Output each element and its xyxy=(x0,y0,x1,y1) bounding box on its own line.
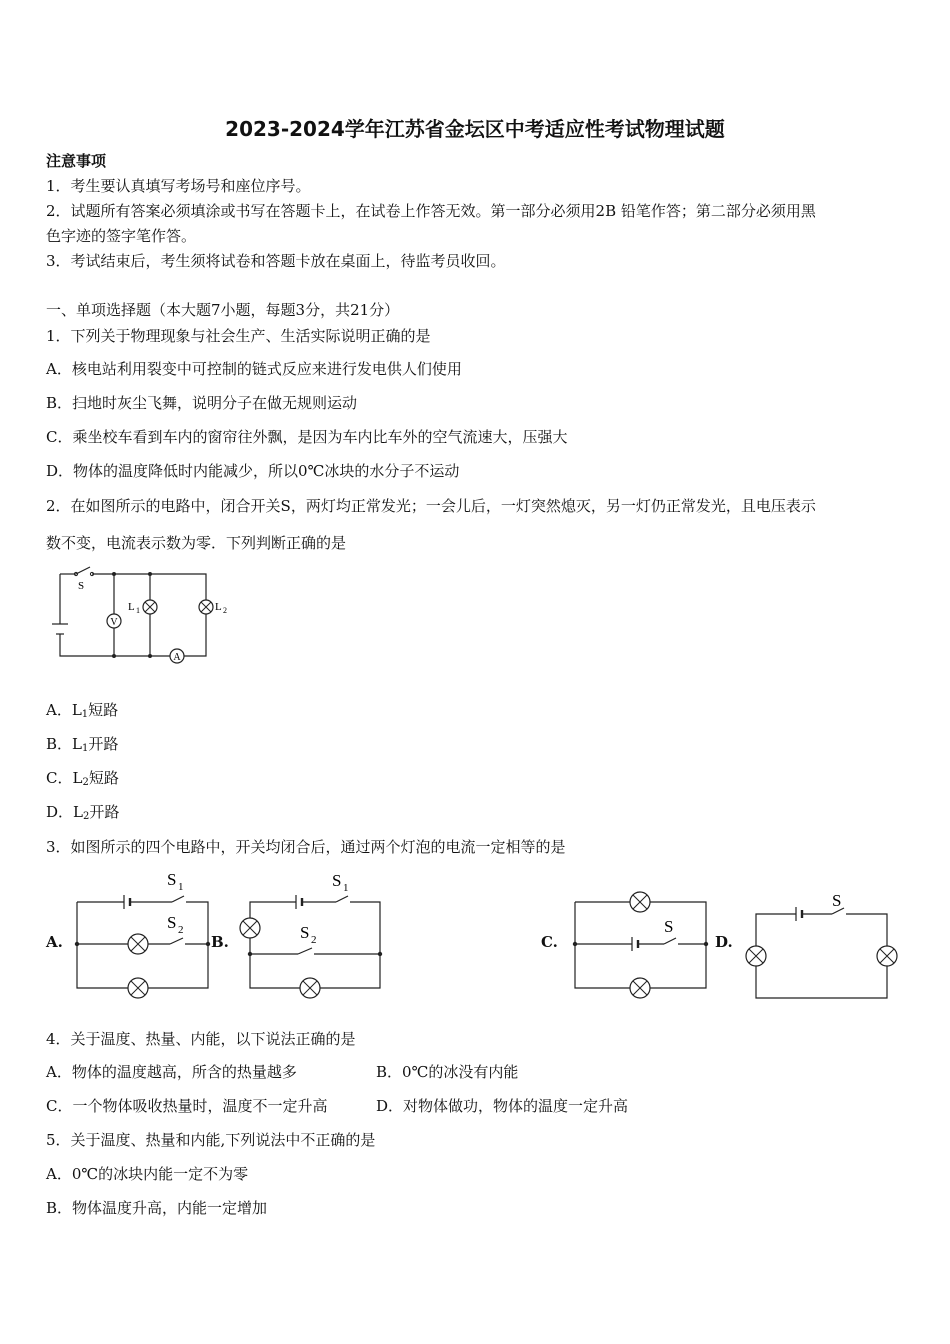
question-stem: 3．如图所示的四个电路中，开关均闭合后，通过两个灯泡的电流一定相等的是 xyxy=(46,838,566,856)
switch-label: S xyxy=(167,913,177,932)
question-stem: 4．关于温度、热量、内能，以下说法正确的是 xyxy=(46,1030,356,1048)
section-heading: 一、单项选择题（本大题7小题，每题3分，共21分） xyxy=(46,301,400,319)
option-subscript: 2 xyxy=(82,777,89,788)
switch-subscript: 1 xyxy=(178,881,184,893)
lamp1-subscript: 1 xyxy=(136,606,140,615)
option-prefix: D．L xyxy=(46,803,83,821)
option xyxy=(46,700,118,725)
option: C．乘坐校车看到车内的窗帘往外飘，是因为车内比车外的空气流速大，压强大 xyxy=(46,428,568,446)
figure-label-c: C. xyxy=(541,933,558,951)
lamp-icon xyxy=(128,934,148,954)
option: D．物体的温度降低时内能减少，所以0℃冰块的水分子不运动 xyxy=(46,462,460,480)
lamp2-subscript: 2 xyxy=(223,606,227,615)
q3-circuit-c xyxy=(560,866,720,1000)
option: A．核电站利用裂变中可控制的链式反应来进行发电供人们使用 xyxy=(46,360,462,378)
lamp-icon xyxy=(300,978,320,998)
figure-label-b: B. xyxy=(211,933,229,951)
option-text: 开路 xyxy=(89,803,120,821)
notice-item: 3．考试结束后，考生须将试卷和答题卡放在桌面上，待监考员收回。 xyxy=(46,252,506,270)
question-stem: 2．在如图所示的电路中，闭合开关S，两灯均正常发光；一会儿后，一灯突然熄灭，另一灯仍正常发光，且电压表示 xyxy=(46,497,816,515)
option: B．物体温度升高，内能一定增加 xyxy=(46,1199,268,1217)
notice-item: 2．试题所有答案必须填涂或书写在答题卡上，在试卷上作答无效。第一部分必须用2B 铅笔作答；第二部分必须用黑 xyxy=(46,202,816,220)
option-text: 开路 xyxy=(88,735,119,753)
option-text: 短路 xyxy=(88,701,119,719)
q2-circuit-diagram xyxy=(40,562,240,672)
switch-label: S xyxy=(832,891,842,910)
lamp-icon xyxy=(746,946,766,966)
lamp-icon xyxy=(240,918,260,938)
option-text: 短路 xyxy=(88,769,119,787)
question-stem: 5．关于温度、热量和内能,下列说法中不正确的是 xyxy=(46,1131,376,1149)
switch-label: S xyxy=(664,917,674,936)
question-stem: 1．下列关于物理现象与社会生产、生活实际说明正确的是 xyxy=(46,327,431,345)
switch-label: S xyxy=(300,923,310,942)
q3-circuit-a xyxy=(60,866,220,1000)
q3-circuit-b xyxy=(232,866,392,1000)
q3-circuit-d xyxy=(736,884,906,1004)
option-subscript: 1 xyxy=(81,743,89,754)
option xyxy=(46,768,119,793)
option: B．0℃的冰没有内能 xyxy=(376,1063,519,1081)
notice-item: 1．考生要认真填写考场号和座位序号。 xyxy=(46,177,311,195)
option xyxy=(46,734,118,759)
switch-label: S xyxy=(78,580,85,592)
notice-item: 色字迹的签字笔作答。 xyxy=(46,227,197,245)
option-subscript: 1 xyxy=(81,709,89,720)
option: D．对物体做功，物体的温度一定升高 xyxy=(376,1097,629,1115)
option-prefix: C．L xyxy=(46,769,83,787)
option-prefix: B．L xyxy=(46,735,82,753)
figure-label-a: A. xyxy=(46,933,63,951)
lamp-icon xyxy=(630,978,650,998)
notice-heading: 注意事项 xyxy=(46,152,107,170)
switch-label: S xyxy=(332,871,342,890)
switch-subscript: 2 xyxy=(178,924,184,936)
option: C．一个物体吸收热量时，温度不一定升高 xyxy=(46,1097,328,1115)
figure-label-d: D. xyxy=(715,933,733,951)
lamp-icon xyxy=(143,600,157,614)
lamp-icon xyxy=(199,600,213,614)
lamp-icon xyxy=(877,946,897,966)
option-prefix: A．L xyxy=(46,701,82,719)
switch-subscript: 1 xyxy=(343,882,349,894)
ammeter-icon xyxy=(170,649,184,663)
switch-label: S xyxy=(167,870,177,889)
voltmeter-label: V xyxy=(110,617,118,628)
lamp2-label: L xyxy=(215,601,222,613)
switch-subscript: 2 xyxy=(311,934,317,946)
option: A．0℃的冰块内能一定不为零 xyxy=(46,1165,249,1183)
voltmeter-icon xyxy=(107,614,121,628)
question-stem-continued: 数不变，电流表示数为零．下列判断正确的是 xyxy=(46,534,347,552)
page-title: 2023-2024学年江苏省金坛区中考适应性考试物理试题 xyxy=(225,117,725,141)
option xyxy=(46,802,119,827)
ammeter-label: A xyxy=(173,652,181,663)
option: A．物体的温度越高，所含的热量越多 xyxy=(46,1063,297,1081)
lamp-icon xyxy=(128,978,148,998)
option: B．扫地时灰尘飞舞，说明分子在做无规则运动 xyxy=(46,394,358,412)
lamp-icon xyxy=(630,892,650,912)
option-subscript: 2 xyxy=(83,811,90,822)
lamp1-label: L xyxy=(128,601,135,613)
